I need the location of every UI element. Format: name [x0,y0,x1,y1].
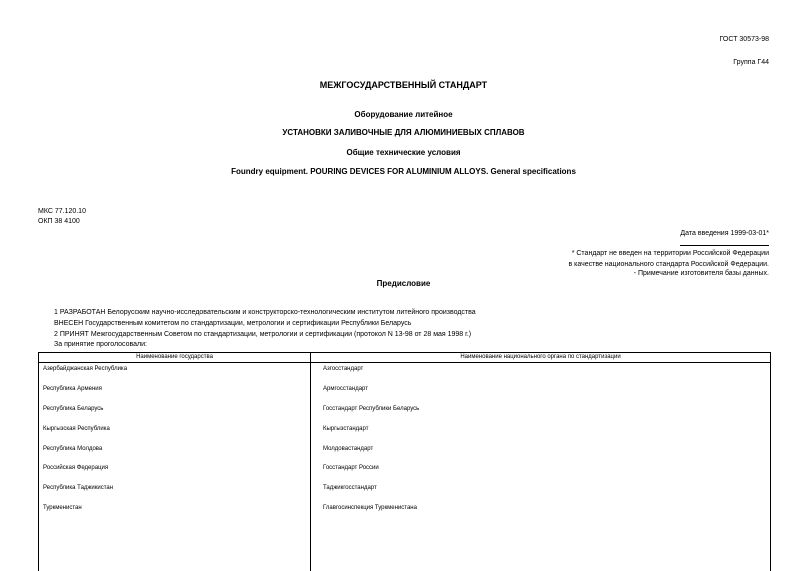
column-header-org: Наименование национального органа по стандартизации [311,352,770,363]
main-title: УСТАНОВКИ ЗАЛИВОЧНЫЕ ДЛЯ АЛЮМИНИЕВЫХ СПЛАВОВ [282,128,525,137]
gost-number: ГОСТ 30573-98 [719,36,769,43]
okp-code: ОКП 38 4100 [38,218,80,225]
column-header-state: Наименование государства [39,352,311,363]
column-divider [310,352,311,571]
preface-paragraph: 2 ПРИНЯТ Межгосударственным Советом по стандартизации, метрологии и сертификации (протокол N 13-98 от 28 мая 1998 г.) [54,331,472,338]
footnote-line: * Стандарт не введен на территории Российской Федерации [571,250,769,257]
table-cell-state: Республика Армения [43,386,102,392]
equipment-heading: Оборудование литейное [354,110,453,119]
footnote-divider [680,245,769,246]
footnote-line: в качестве национального стандарта Российской Федерации. [568,261,769,268]
table-cell-state: Республика Молдова [43,446,103,452]
group-code: Группа Г44 [733,59,769,66]
table-cell-state: Республика Беларусь [43,406,104,412]
table-cell-state: Республика Таджикистан [43,485,114,491]
preface-paragraph: За принятие проголосовали: [54,341,147,348]
table-cell-org: Армгосстандарт [323,386,368,392]
member-states-table [38,352,771,571]
conditions-heading: Общие технические условия [346,148,461,157]
table-cell-state: Российская Федерация [43,465,109,471]
table-cell-org: Госстандарт России [323,465,379,471]
table-cell-state: Кыргызская Республика [43,426,110,432]
standard-type-heading: МЕЖГОСУДАРСТВЕННЫЙ СТАНДАРТ [319,80,488,90]
table-cell-org: Главгосинспекция Туркменистана [323,505,417,511]
table-cell-org: Азгосстандарт [323,366,364,372]
intro-date: Дата введения 1999-03-01* [680,230,769,237]
table-cell-org: Таджикгосстандарт [323,485,377,491]
table-cell-org: Кыргызстандарт [323,426,369,432]
footnote-line: - Примечание изготовителя базы данных. [633,270,769,277]
preface-paragraph: ВНЕСЕН Государственным комитетом по стандартизации, метрологии и сертификации Республики Беларусь [54,320,412,327]
table-cell-state: Туркменистан [43,505,82,511]
preface-paragraph: 1 РАЗРАБОТАН Белорусским научно-исследовательским и конструкторско-технологическим институтом литейного производства [54,309,476,316]
mks-code: МКС 77.120.10 [38,208,86,215]
preface-heading: Предисловие [376,279,431,288]
english-title: Foundry equipment. POURING DEVICES FOR ALUMINIUM ALLOYS. General specifications [231,167,576,176]
table-cell-org: Молдовастандарт [323,446,374,452]
table-cell-org: Госстандарт Республики Беларусь [323,406,420,412]
table-cell-state: Азербайджанская Республика [43,366,128,372]
